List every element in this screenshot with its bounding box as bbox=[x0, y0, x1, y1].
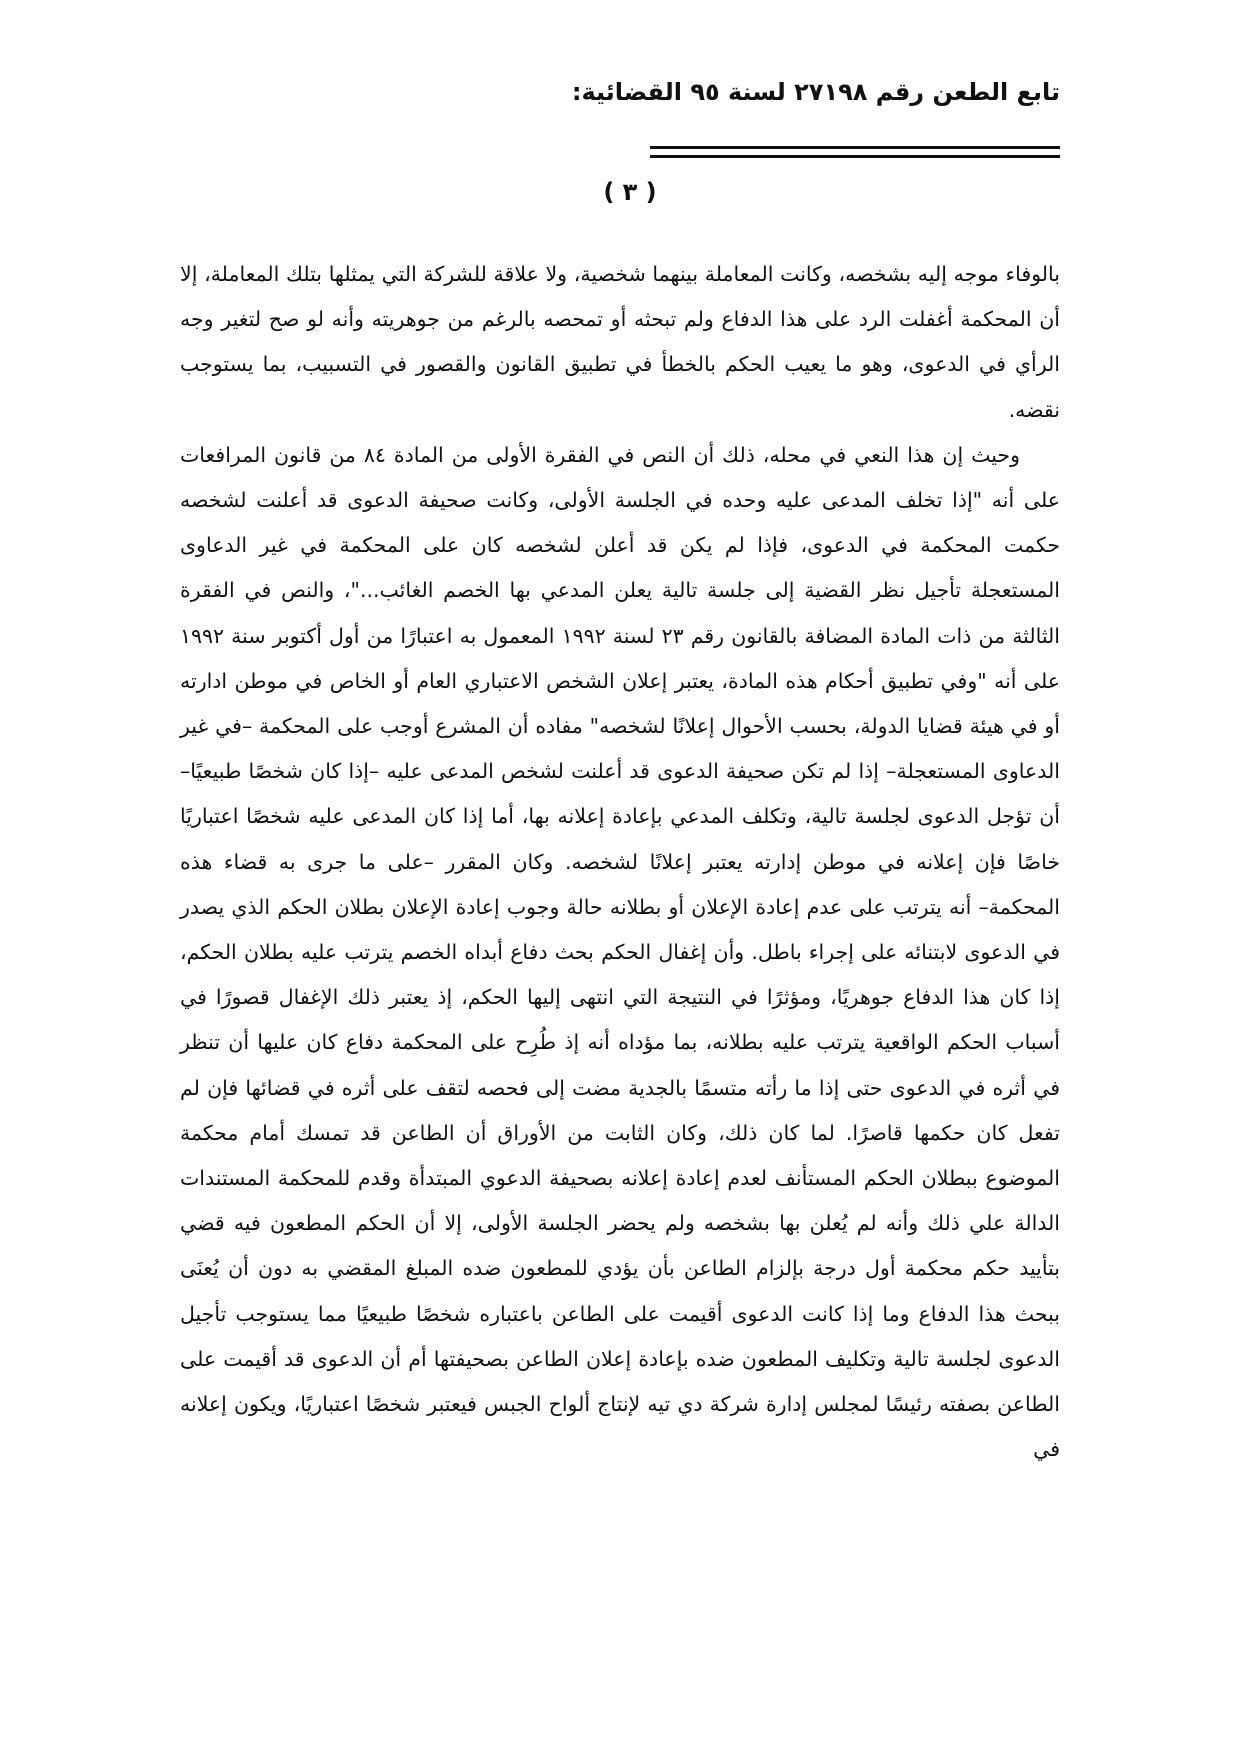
paragraph-2: وحيث إن هذا النعي في محله، ذلك أن النص في الفقرة الأولى من المادة ٨٤ من قانون المرافعات على أنه "إذا تخلف المدعى عليه وحده في الجلسة الأولى، وكانت صحيفة الدعوى قد أعلنت لشخصه حكمت المحكمة في الدعوى، فإذا لم يكن قد أعلن لشخصه كان على المحكمة في غير الدعاوى المستعجلة تأجيل نظر القضية إلى جلسة تالية يعلن المدعي بها الخصم الغائب..."، والنص في الفقرة الثالثة من ذات المادة المضافة بالقانون رقم ٢٣ لسنة ١٩٩٢ المعمول به اعتبارًا من أول أكتوبر سنة ١٩٩٢ على أنه "وفي تطبيق أحكام هذه المادة، يعتبر إعلان الشخص الاعتباري العام أو الخاص في موطن ادارته أو في هيئة قضايا الدولة، بحسب الأحوال إعلانًا لشخصه" مفاده أن المشرع أوجب على المحكمة –في غير الدعاوى المستعجلة– إذا لم تكن صحيفة الدعوى قد أعلنت لشخص المدعى عليه –إذا كان شخصًا طبيعيًا– أن تؤجل الدعوى لجلسة تالية، وتكلف المدعي بإعادة إعلانه بها، أما إذا كان المدعى عليه شخصًا اعتباريًا خاصًا فإن إعلانه في موطن إدارته يعتبر إعلانًا لشخصه. وكان المقرر –على ما جرى به قضاء هذه المحكمة– أنه يترتب على عدم إعادة الإعلان أو بطلانه حالة وجوب إعادة الإعلان بطلان الحكم الذي يصدر في الدعوى لابتنائه على إجراء باطل. وأن إغفال الحكم بحث دفاع أبداه الخصم يترتب عليه بطلان الحكم، إذا كان هذا الدفاع جوهريًا، ومؤثرًا في النتيجة التي انتهى إليها الحكم، إذ يعتبر ذلك الإغفال قصورًا في أسباب الحكم الواقعية يترتب عليه بطلانه، بما مؤداه أنه إذ طُرِح على المحكمة دفاع كان عليها أن تنظر في أثره في الدعوى حتى إذا ما رأته متسمًا بالجدية مضت إلى فحصه لتقف على أثره في قضائها فإن لم تفعل كان حكمها قاصرًا. لما كان ذلك، وكان الثابت من الأوراق أن الطاعن قد تمسك أمام محكمة الموضوع ببطلان الحكم المستأنف لعدم إعادة إعلانه بصحيفة الدعوي المبتدأة وقدم للمحكمة المستندات الدالة علي ذلك وأنه لم يُعلن بها بشخصه ولم يحضر الجلسة الأولى، إلا أن الحكم المطعون فيه قضي بتأييد حكم محكمة أول درجة بإلزام الطاعن بأن يؤدي للمطعون ضده المبلغ المقضي به دون أن يُعنَى ببحث هذا الدفاع وما إذا كانت الدعوى أقيمت على الطاعن باعتباره شخصًا طبيعيًا مما يستوجب تأجيل الدعوى لجلسة تالية وتكليف المطعون ضده بإعادة إعلان الطاعن بصحيفتها أم أن الدعوى قد أقيمت على الطاعن بصفته رئيسًا لمجلس إدارة شركة دي تيه لإنتاج ألواح الجبس فيعتبر شخصًا اعتباريًا، ويكون إعلانه في bbox=[180, 442, 1060, 1462]
document-body bbox=[180, 252, 1060, 1472]
header-divider-line-bottom bbox=[650, 155, 1060, 158]
header-divider-line-top bbox=[650, 146, 1060, 149]
paragraph-1: بالوفاء موجه إليه بشخصه، وكانت المعاملة بينهما شخصية، ولا علاقة للشركة التي يمثلها بتلك المعاملة، إلا أن المحكمة أغفلت الرد على هذا الدفاع ولم تبحثه أو تمحصه بالرغم من جوهريته وأنه لو صح لتغير وجه الرأي في الدعوى، وهو ما يعيب الحكم بالخطأ في تطبيق القانون والقصور في التسبيب، بما يستوجب نقضه. bbox=[180, 262, 1060, 422]
page-number: ( ٣ ) bbox=[603, 178, 657, 206]
document-header-title: تابع الطعن رقم ٢٧١٩٨ لسنة ٩٥ القضائية: bbox=[571, 78, 1060, 106]
